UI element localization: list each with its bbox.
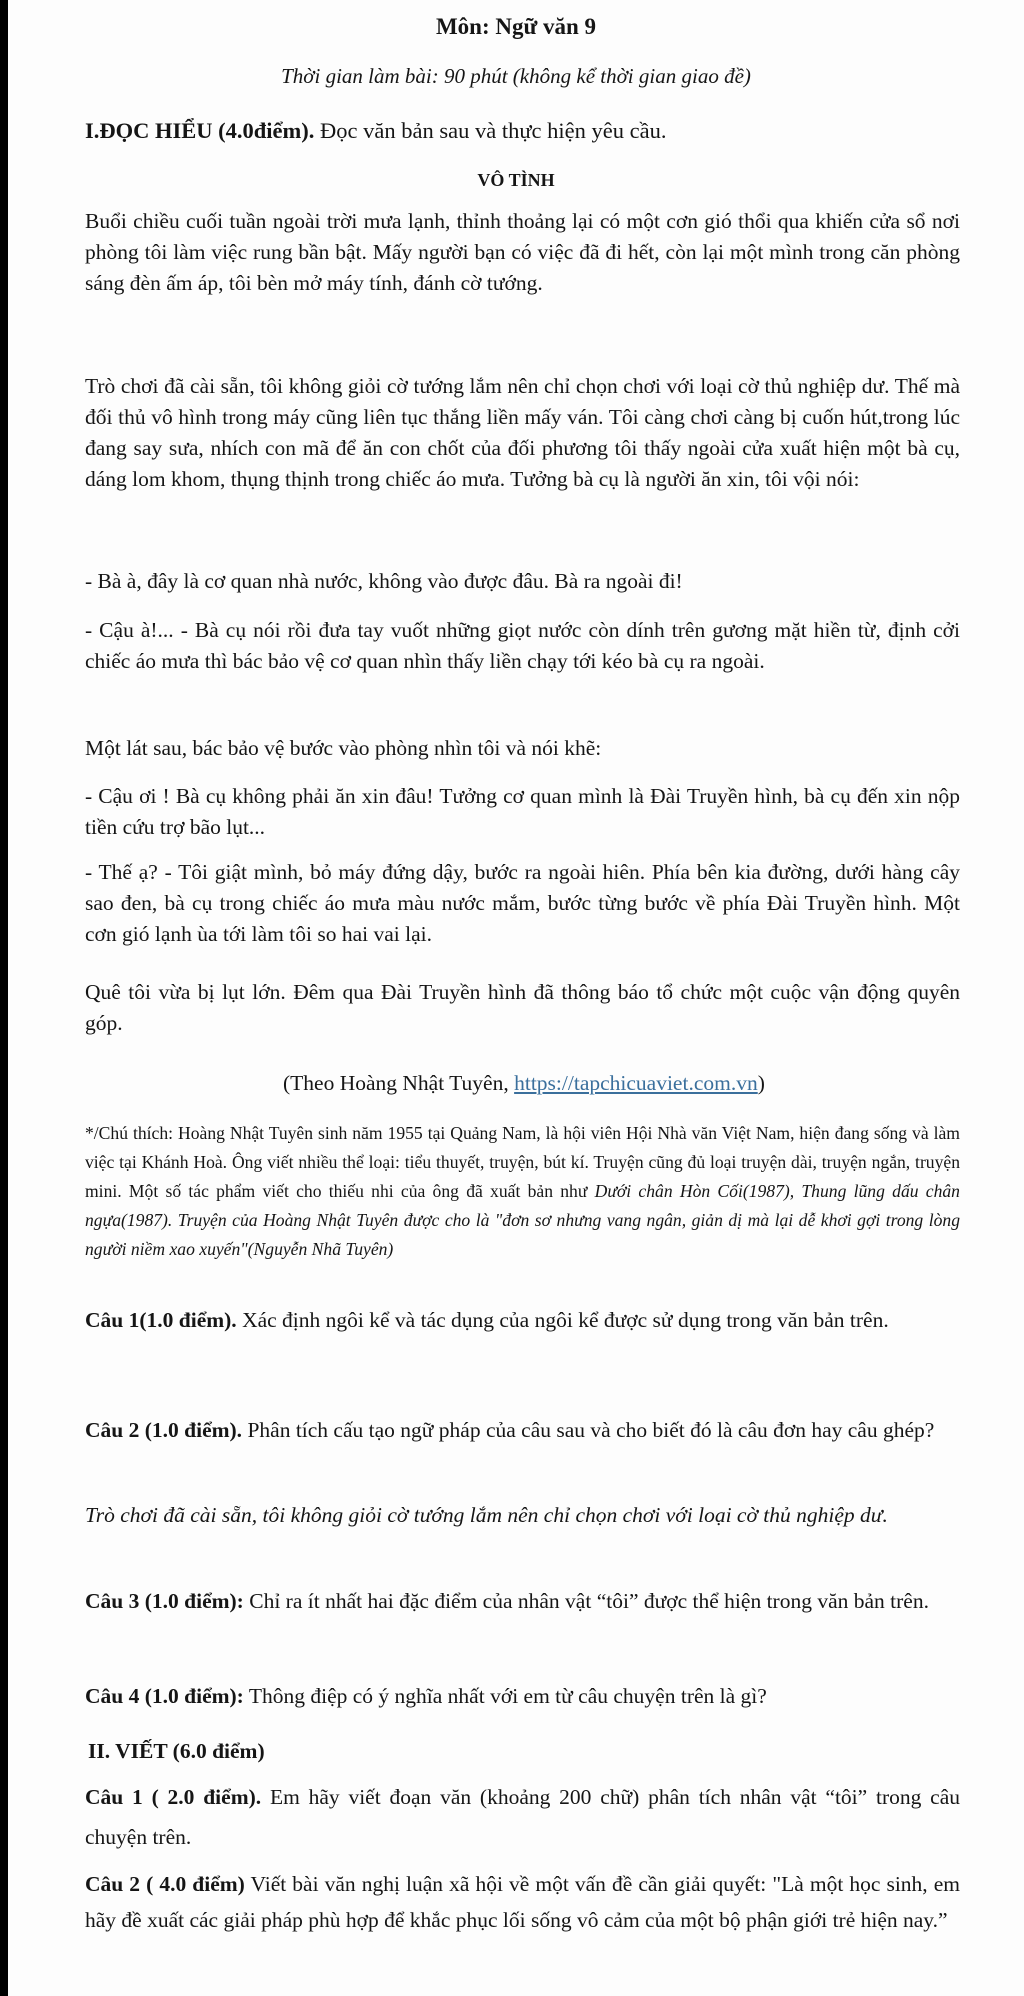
story-paragraph: Một lát sau, bác bảo vệ bước vào phòng nhìn tôi và nói khẽ:: [85, 736, 602, 760]
story-paragraph: - Bà à, đây là cơ quan nhà nước, không vào được đâu. Bà ra ngoài đi!: [85, 569, 683, 593]
subject-title: Môn: Ngữ văn 9: [435, 14, 597, 39]
question-text: Em hãy viết đoạn văn (khoảng 200 chữ) phân tích nhân vật “tôi” trong câu chuyện trên.: [85, 1785, 961, 1849]
question-text: Thông điệp có ý nghĩa nhất với em từ câu chuyện trên là gì?: [243, 1684, 767, 1708]
reading-heading: I.ĐỌC HIỂU (4.0điểm).: [85, 118, 315, 143]
reading-question-2: [85, 1410, 960, 1450]
story-paragraph: Trò chơi đã cài sẵn, tôi không giỏi cờ tướng lắm nên chỉ chọn chơi với loại cờ thủ nghiệp dư. Thế mà đối thủ vô hình trong máy cũng liên tục thắng liền mấy ván. Tôi càng chơi càng bị cuốn hút,trong lúc đang say sưa, nhích con mã để ăn con chốt của đối phương tôi thấy ngoài cửa xuất hiện một bà cụ, dáng lom khom, thụng thịnh trong chiếc áo mưa. Tưởng bà cụ là người ăn xin, tôi vội nói:: [85, 374, 960, 491]
reading-section-header: [85, 115, 960, 146]
author-note-text: */Chú thích: Hoàng Nhật Tuyên sinh năm 1955 tại Quảng Nam, là hội viên Hội Nhà văn Việt Nam, hiện đang sống và làm việc tại Khánh Hoà. Ông viết nhiều thể loại: tiểu thuyết, truyện, bút kí. Truyện cũng đủ loại truyện dài, truyện ngắn, truyện mini. Một số tác phẩm viết cho thiếu nhi của ông đã xuất bản như: [85, 1123, 960, 1201]
question-text: Phân tích cấu tạo ngữ pháp của câu sau và cho biết đó là câu đơn hay câu ghép?: [242, 1418, 935, 1442]
writing-question-1: [85, 1777, 960, 1857]
time-limit: Thời gian làm bài: 90 phút (không kể thời gian giao đề): [281, 64, 751, 88]
reading-question-1: [85, 1300, 960, 1340]
story-paragraph: - Thế ạ? - Tôi giật mình, bỏ máy đứng dậy, bước ra ngoài hiên. Phía bên kia đường, dưới hàng cây sao đen, bà cụ trong chiếc áo mưa màu nước mắm, bước từng bước về phía Đài Truyền hình. Một cơn gió lạnh ùa tới làm tôi so hai vai lại.: [85, 860, 960, 946]
question-label: Câu 2 ( 4.0 điểm): [85, 1872, 245, 1896]
question-label: Câu 1(1.0 điểm).: [85, 1308, 237, 1332]
question-text: Xác định ngôi kể và tác dụng của ngôi kể được sử dụng trong văn bản trên.: [236, 1308, 889, 1332]
writing-question-2: [85, 1866, 960, 1938]
reading-question-4: [85, 1676, 960, 1716]
story-paragraph: Buổi chiều cuối tuần ngoài trời mưa lạnh, thỉnh thoảng lại có một cơn gió thổi qua khiến cửa sổ nơi phòng tôi làm việc rung bần bật. Mấy người bạn có việc đã đi hết, còn lại một mình trong căn phòng sáng đèn ấm áp, tôi bèn mở máy tính, đánh cờ tướng.: [85, 209, 960, 295]
exam-page: [8, 0, 1024, 1996]
question-label: Câu 3 (1.0 điểm):: [85, 1589, 244, 1613]
question-text: Chỉ ra ít nhất hai đặc điểm của nhân vật “tôi” được thể hiện trong văn bản trên.: [243, 1589, 929, 1613]
author-note-italic: Dưới chân Hòn Cối(1987), Thung lũng dấu chân ngựa(1987). Truyện của Hoàng Nhật Tuyên được cho là "đơn sơ nhưng vang ngân, giản dị mà lại dễ khơi gợi trong lòng người niềm xao xuyến"(Nguyễn Nhã Tuyên): [85, 1181, 960, 1259]
question-label: Câu 2 (1.0 điểm).: [85, 1418, 243, 1442]
question-text: Viết bài văn nghị luận xã hội về một vấn đề cần giải quyết: "Là một học sinh, em hãy đề xuất các giải pháp phù hợp để khắc phục lối sống vô cảm của một bộ phận giới trẻ hiện nay.”: [85, 1872, 961, 1932]
author-note: [85, 1119, 960, 1264]
writing-section-header: II. VIẾT (6.0 điểm): [88, 1739, 265, 1763]
story-paragraph: - Cậu à!... - Bà cụ nói rồi đưa tay vuốt những giọt nước còn dính trên gương mặt hiền từ, định cởi chiếc áo mưa thì bác bảo vệ cơ quan nhìn thấy liền chạy tới kéo bà cụ ra ngoài.: [85, 618, 960, 673]
source-prefix: (Theo Hoàng Nhật Tuyên,: [283, 1071, 515, 1095]
story-title: VÔ TÌNH: [477, 170, 555, 190]
story-paragraph: Quê tôi vừa bị lụt lớn. Đêm qua Đài Truyền hình đã thông báo tổ chức một cuộc vận động quyên góp.: [85, 980, 960, 1035]
reading-instruction: Đọc văn bản sau và thực hiện yêu cầu.: [314, 118, 667, 143]
question-2-quote: Trò chơi đã cài sẵn, tôi không giỏi cờ tướng lắm nên chỉ chọn chơi với loại cờ thủ nghiệp dư.: [85, 1503, 888, 1527]
question-label: Câu 1 ( 2.0 điểm).: [85, 1785, 262, 1809]
reading-question-3: [85, 1581, 960, 1621]
source-link[interactable]: https://tapchicuaviet.com.vn: [514, 1071, 758, 1095]
story-paragraph: - Cậu ơi ! Bà cụ không phải ăn xin đâu! Tưởng cơ quan mình là Đài Truyền hình, bà cụ đến xin nộp tiền cứu trợ bão lụt...: [85, 784, 960, 839]
source-suffix: ): [757, 1071, 765, 1095]
source-citation: [283, 1071, 765, 1096]
question-label: Câu 4 (1.0 điểm):: [85, 1684, 244, 1708]
